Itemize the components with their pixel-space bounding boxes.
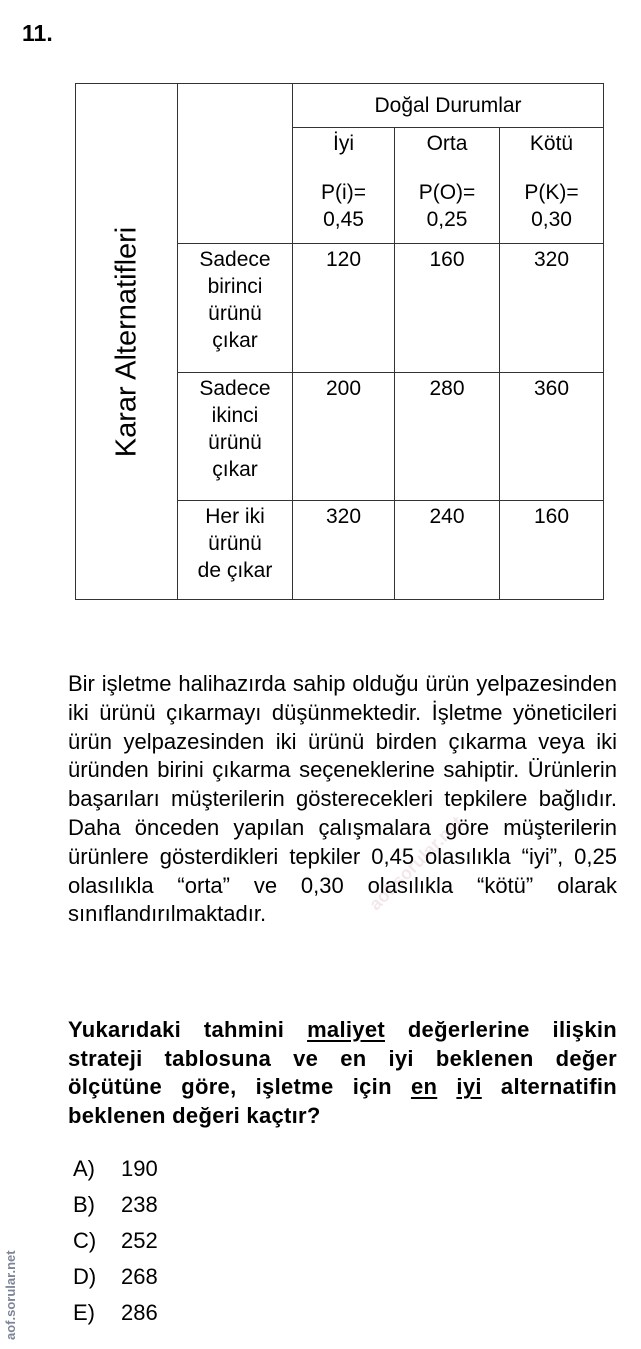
- decision-table: [75, 83, 604, 600]
- alt-line: Her iki: [205, 505, 265, 528]
- payoff-cell: 240: [395, 501, 500, 600]
- prob-label: P(i)=: [321, 181, 366, 204]
- state-header-kotu: [500, 128, 604, 244]
- underlined-emphasis: iyi: [456, 1074, 482, 1100]
- option-a[interactable]: [73, 1154, 158, 1190]
- alt-line: Sadece: [199, 248, 271, 271]
- underlined-emphasis: maliyet: [307, 1017, 385, 1042]
- option-d[interactable]: [73, 1262, 158, 1298]
- option-value: 190: [121, 1156, 158, 1181]
- corner-cell: [178, 84, 293, 244]
- payoff-cell: 320: [500, 244, 604, 373]
- state-header-orta: [395, 128, 500, 244]
- payoff-cell: 200: [293, 373, 395, 501]
- row-group-cell: [76, 84, 178, 600]
- option-b[interactable]: [73, 1190, 158, 1226]
- payoff-cell: 320: [293, 501, 395, 600]
- alt-line: Sadece: [199, 377, 271, 400]
- prob-label: P(K)=: [524, 181, 579, 204]
- row-group-label: Karar Alternatifleri: [110, 226, 142, 457]
- alt-line: ürünü: [208, 532, 262, 555]
- payoff-cell: 160: [395, 244, 500, 373]
- state-name: İyi: [333, 132, 354, 155]
- state-name: Orta: [426, 132, 468, 155]
- state-name: Kötü: [529, 132, 574, 155]
- option-letter: D): [73, 1264, 97, 1289]
- option-c[interactable]: [73, 1226, 158, 1262]
- option-e[interactable]: [73, 1298, 158, 1334]
- option-value: 238: [121, 1192, 158, 1217]
- question-text: alternatifin beklenen değeri kaçtır?: [68, 1074, 617, 1128]
- alt-line: ürünü: [208, 431, 262, 454]
- payoff-cell: 360: [500, 373, 604, 501]
- question-text: Yukarıdaki tahmini: [68, 1017, 308, 1042]
- problem-description: Bir işletme halihazırda sahip olduğu ürün yelpazesinden iki ürünü çıkarmayı düşünmektedir. İşletme yöneticileri ürün yelpazesinden iki ürünü birden çıkarma veya iki üründen birini çıkarma seçeneklerine sahiptir. Ürünlerin başarıları müşterilerin gösterecekleri tepkilere bağlıdır. Daha önceden yapılan çalışmalara göre müşterilerin ürünlere gösterdikleri tepkiler 0,45 olasılıkla “iyi”, 0,25 olasılıkla “orta” ve 0,30 olasılıkla “kötü” olarak sınıflandırılmaktadır.: [68, 671, 617, 927]
- option-letter: E): [73, 1300, 95, 1325]
- payoff-cell: 160: [500, 501, 604, 600]
- alt-line: çıkar: [212, 329, 258, 352]
- option-letter: A): [73, 1156, 95, 1181]
- prob-value: 0,25: [426, 208, 468, 231]
- option-letter: B): [73, 1192, 95, 1217]
- diagonal-watermark: aof.sorular.net: [365, 812, 467, 915]
- answer-options: [73, 1154, 158, 1334]
- space: [437, 1074, 456, 1099]
- underlined-emphasis: en: [410, 1074, 438, 1100]
- state-header-iyi: [293, 128, 395, 244]
- alt-line: birinci: [207, 275, 263, 298]
- question-stem: [68, 1016, 617, 1130]
- option-value: 252: [121, 1228, 158, 1253]
- question-number: 11.: [22, 20, 53, 46]
- states-header: Doğal Durumlar: [293, 84, 604, 128]
- option-value: 268: [121, 1264, 158, 1289]
- question-text: değerlerine ilişkin strateji tablosuna ve en iyi beklenen değer ölçütüne göre, işletme için: [68, 1017, 618, 1100]
- alternative-name: [178, 501, 293, 600]
- alternative-name: [178, 373, 293, 501]
- alt-line: ürünü: [208, 302, 262, 325]
- alt-line: çıkar: [212, 458, 258, 481]
- payoff-cell: 280: [395, 373, 500, 501]
- payoff-cell: 120: [293, 244, 395, 373]
- prob-value: 0,45: [323, 208, 364, 231]
- option-letter: C): [73, 1228, 97, 1253]
- prob-value: 0,30: [531, 208, 572, 231]
- alt-line: ikinci: [211, 404, 259, 427]
- option-value: 286: [121, 1300, 158, 1325]
- alternative-name: [178, 244, 293, 373]
- side-watermark: aof.sorular.net: [3, 1250, 18, 1340]
- prob-label: P(O)=: [418, 181, 476, 204]
- alt-line: de çıkar: [197, 559, 273, 582]
